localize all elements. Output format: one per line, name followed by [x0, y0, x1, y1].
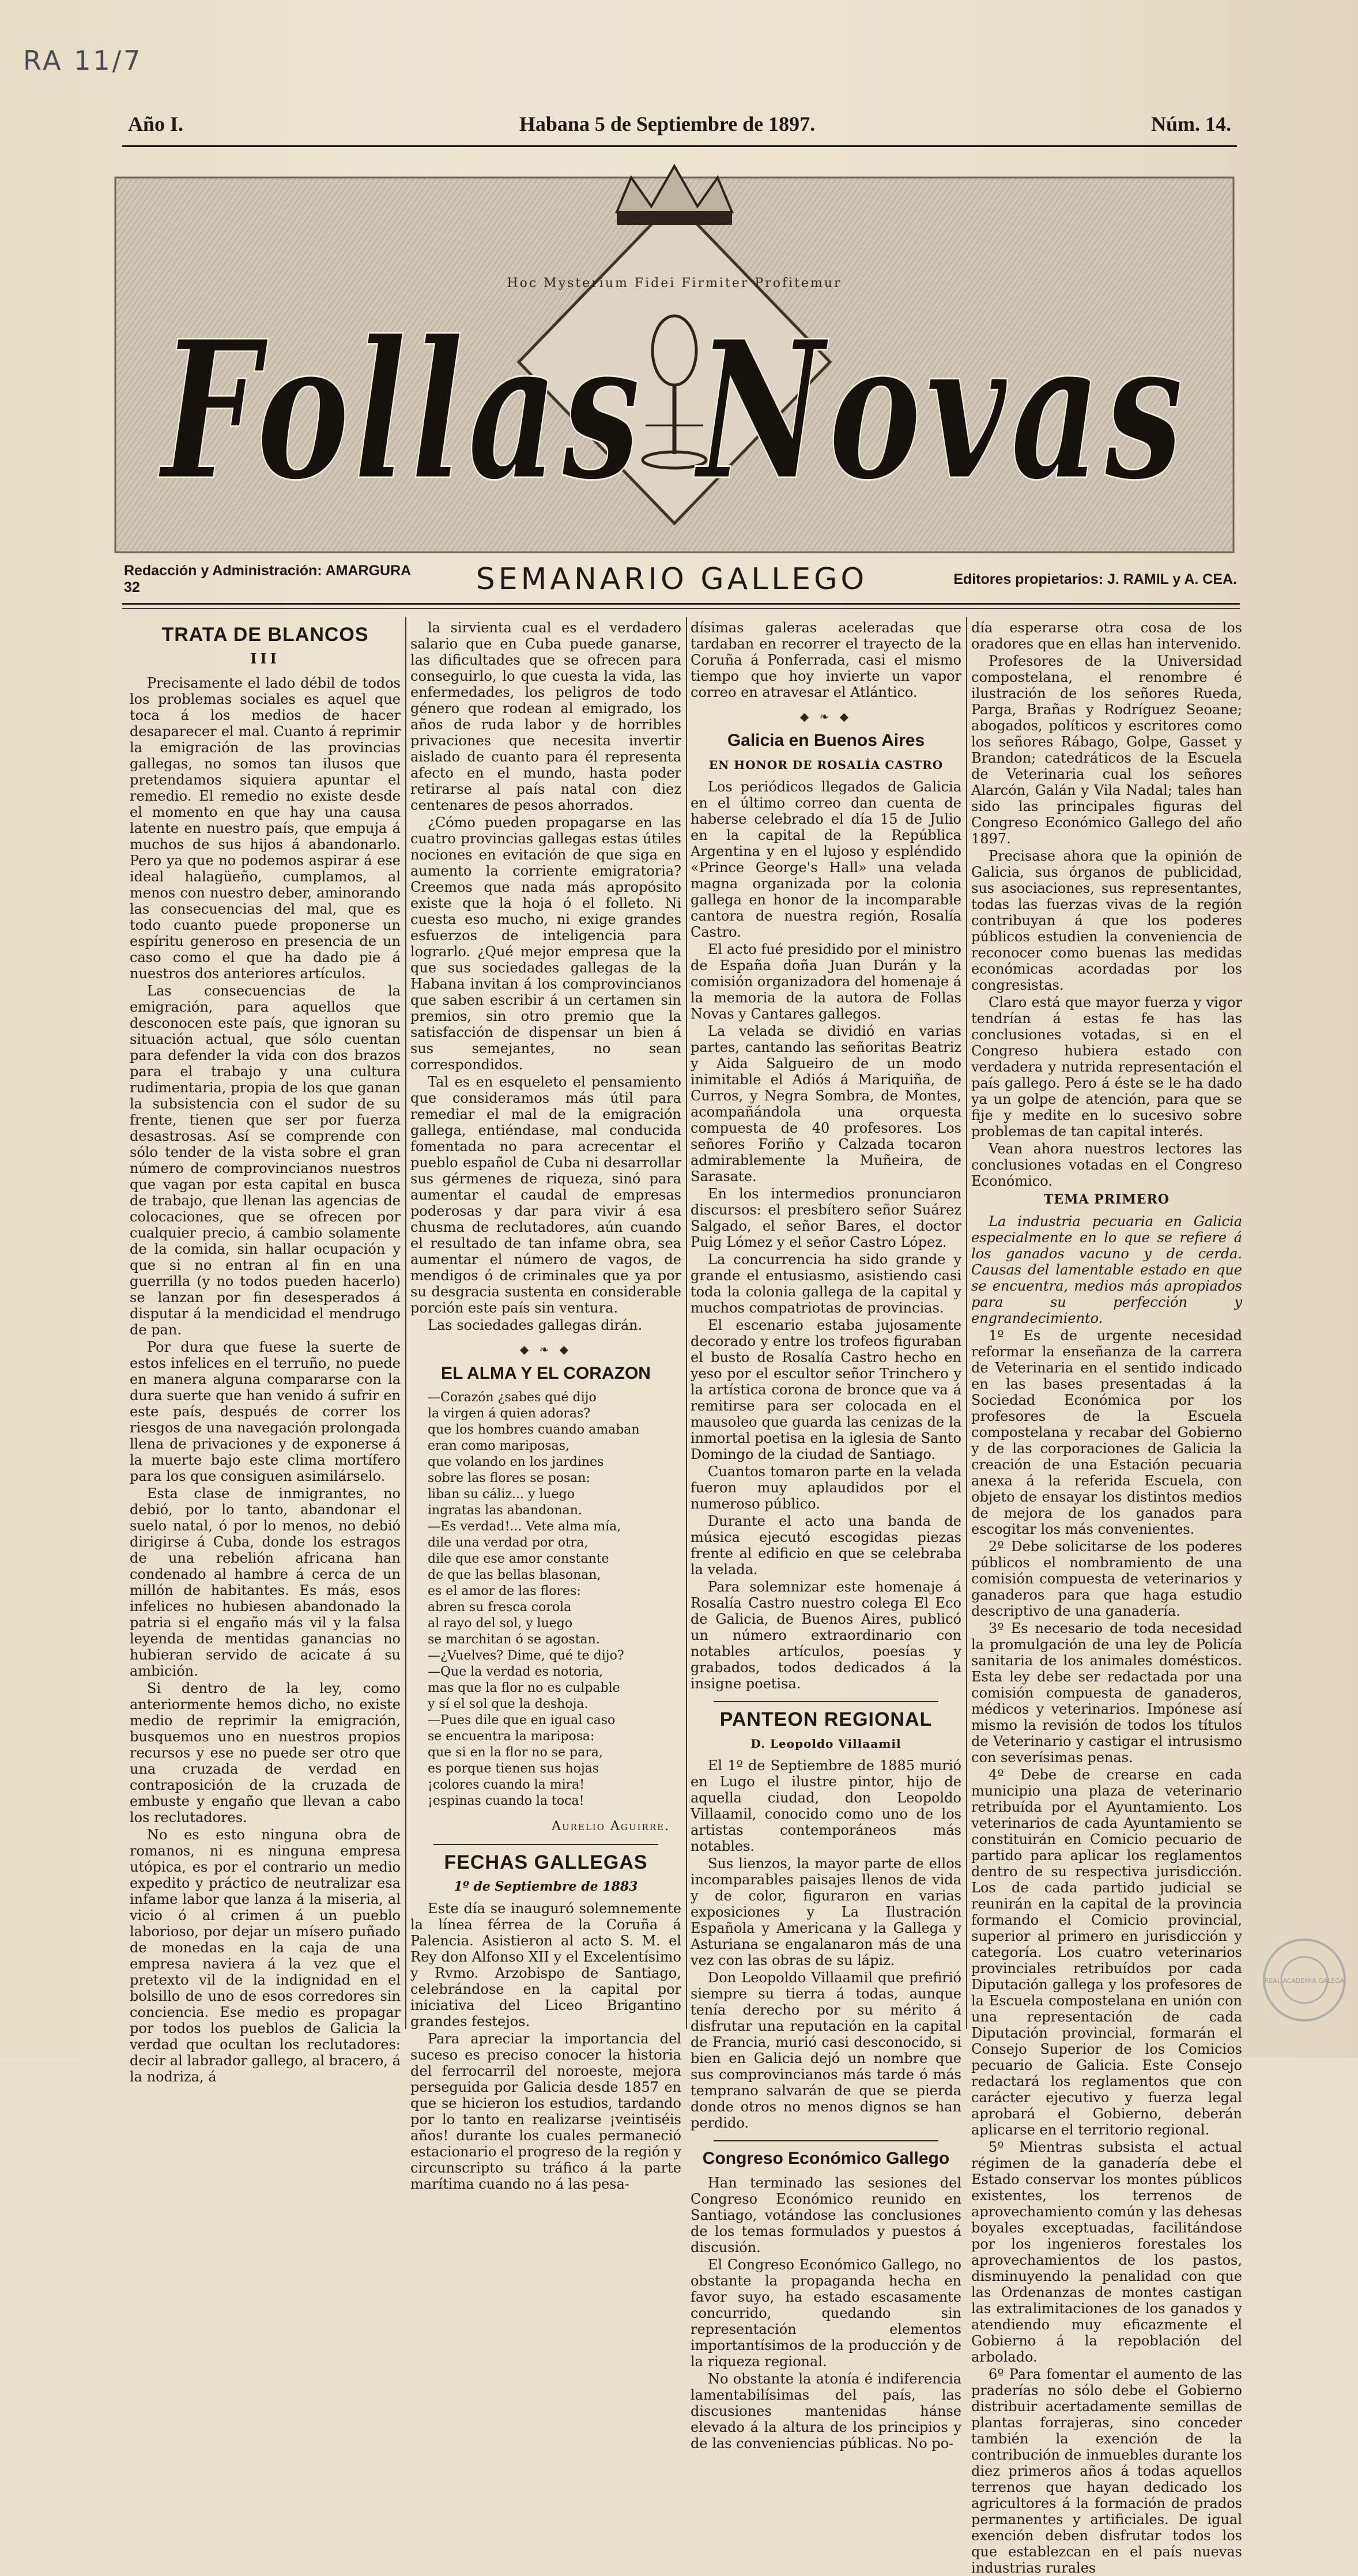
paragraph: No es esto ninguna obra de romanos, ni es ninguna empresa utópica, es por el contrario un medio expedito y práctico de neutralizar esa infame labor que lanza á la miseria, al vicio ó al crimen á un pueblo laborioso, por dejar un mísero puñado de monedas en la caja de una empresa naviera á la vez que el pretexto vil de la indignidad en el bolsillo de uno de esos corredores sin conciencia. Ese medio es propagar por todos los pueblos de Galicia la verdad que ocultan los reclutadores: decir al labrador gallego, al bracero, á la nodriza, á: [130, 1827, 401, 2085]
poem-line: abren su fresca corola: [428, 1600, 572, 1615]
poem-line: eran como mariposas,: [428, 1439, 570, 1453]
paragraph: En los intermedios pronunciaron discursos: el presbítero señor Suárez Salgado, el señor Bares, el doctor Puig Lómez y el señor Castro López.: [691, 1186, 961, 1250]
poem-line: se marchitan ó se agostan.: [428, 1632, 600, 1647]
poem-line: de que las bellas blasonan,: [428, 1568, 601, 1582]
paragraph: No obstante la atonía é indiferencia lamentabilísimas del país, las discusiones mantenidas hánse elevado á la altura de los principios y de las conveniencias públicas. No po-: [691, 2371, 961, 2451]
subheader-rule: [122, 603, 1240, 605]
subtitle: SEMANARIO GALLEGO: [476, 562, 868, 597]
section-rule: [714, 2140, 938, 2141]
paragraph: 4º Debe de crearse en cada municipio una plaza de veterinario retribuída por el Ayuntamiento. Los veterinarios de cada Ayuntamiento se constituirán en Comicio pecuario de partido para aplicar los reglamentos dentro de su respectiva jurisdicción. Los de cada partido judicial se reunirán en la capital de la provincia formando el Comicio provincial, superior al primero en jurisdicción y categoría. Los cuatro veterinarios provinciales retribuídos por cada Diputación gallega y los profesores de la Escuela compostelana en unión con una representación de cada Diputación provincial, formarán el Consejo Superior de los Comicios pecuario de Galicia. Este Consejo redactará los reglamentos que con carácter ejecutivo y fuerza legal aprobará el Gobierno, deberán aplicarse en el territorio regional.: [971, 1767, 1242, 2138]
masthead-title: Follas Novas: [157, 299, 1187, 522]
section-date: 1º de Septiembre de 1883: [454, 1879, 638, 1894]
ornament-divider: ◆ ❧ ◆: [799, 710, 852, 723]
poem-line: la virgen á quien adoras?: [428, 1406, 591, 1421]
paragraph: Las consecuencias de la emigración, para aquellos que desconocen este país, que ignoran su situación actual, que sólo cuentan para defender la vida con dos brazos para el trabajo y una cultura rudimentaria, propia de los que ganan la subsistencia con el sudor de su frente, tienen que ser por fuerza desastrosas. Así se comprende con sólo tender de la vista sobre el gran número de comprovincianos nuestros que vagan por esta capital en busca de trabajo, que llenan las agencias de colocaciones, que se ofrecen por cualquier precio, á cambio solamente de la comida, sin hallar ocupación y que si no entran al fin en una guerrilla (y no todos pueden hacerlo) se lanzan por fin desesperados á disputar á la mendicidad el mendrugo de pan.: [130, 983, 401, 1338]
library-stamp: [1261, 1937, 1348, 2023]
paragraph: Para apreciar la importancia del suceso es preciso conocer la historia del ferrocarril del noroeste, mejora perseguida por Galicia desde 1857 en que se hicieron los estudios, tardando por lo tanto en realizarse ¡veintiséis años! durante los cuales permaneció estacionario el progreso de la región y circunscripto su tráfico á la parte marítima cuando no á las pesa-: [410, 2031, 681, 2192]
column-rule: [405, 617, 406, 2029]
paragraph: Este día se inauguró solemnemente la línea férrea de la Coruña á Palencia. Asistieron al acto S. M. el Rey don Alfonso XII y el Excelentísimo y Rvmo. Arzobispo de Santiago, celebrándose en la capital por iniciativa del Liceo Brigantino grandes festejos.: [410, 1900, 681, 2030]
paragraph: El escenario estaba jujosamente decorado y entre los trofeos figuraban el busto de Rosalía Castro hecho en yeso por el escultor señor Trinchero y la artística corona de bronce que va á remitirse para ser colocada en el mausoleo que guarda las cenizas de la inmortal poetisa en la iglesia de Santo Domingo de la ciudad de Santiago.: [691, 1317, 961, 1462]
poem-line: ingratas las abandonan.: [428, 1503, 582, 1518]
editors: Editores propietarios: J. RAMIL y A. CEA.: [953, 571, 1237, 587]
paragraph: Han terminado las sesiones del Congreso Económico reunido en Santiago, votándose las conclusiones de los temas formulados y puestos á discusión.: [691, 2175, 961, 2256]
paragraph: Precisamente el lado débil de todos los problemas sociales es aquel que toca á los medios de hacer desaparecer el mal. Cuanto á reprimir la emigración de las provincias gallegas, no somos tan ilusos que pretendamos siquiera apuntar el remedio. El remedio no existe desde el momento en que hay una causa latente en nuestro país, que empuja á muchos de sus hijos á abandonarlo. Pero ya que no podemos aspirar á ese ideal halagüeño, cumplamos, al menos con nuestro deber, aminorando las consecuencias del mal, que es todo cuanto puede proponerse un espíritu generoso en presencia de un caso como el que ha dado pie á nuestros dos anteriores artículos.: [130, 675, 401, 982]
column-3: [691, 620, 961, 2451]
column-2: [410, 620, 681, 2192]
poem-line: liban su cáliz... y luego: [428, 1487, 575, 1502]
paragraph: 1º Es de urgente necesidad reformar la enseñanza de la carrera de Veterinaria en el sentido indicado en las bases presentadas á la Sociedad Económica por los profesores de la Escuela compostelana y recabar del Gobierno y de las corporaciones de Galicia la creación de una Estación pecuaria anexa á la referida Escuela, con objeto de ensayar los distintos medios de mejora de los ganados para escogitar los más convenientes.: [971, 1327, 1242, 1537]
subheader: [124, 556, 1237, 602]
poem-author: Aurelio Aguirre.: [552, 1819, 670, 1834]
poem-line: ¡espinas cuando la toca!: [428, 1794, 584, 1808]
poem-line: y sí el sol que la deshoja.: [428, 1697, 589, 1711]
crest-motto: Hoc Mysterium Fidei Firmiter Profitemur: [507, 276, 842, 291]
paragraph: 6º Para fomentar el aumento de las praderías no sólo debe el Gobierno distribuir acertadamente semillas de plantas forrajeras, sino conceder también la exención de la contribución de inmuebles durante los diez primeros años á todas aquellos terrenos que hayan dedicado los agricultores á la formación de prados permanentes y artificiales. De igual exención deben disfrutar todos los que establezcan en el país nuevas industrias rurales: [971, 2366, 1242, 2576]
paragraph: El Congreso Económico Gallego, no obstante la propaganda hecha en favor suyo, ha estado escasamente concurrido, quedando sin representación elementos importantísimos de la producción y de la riqueza regional.: [691, 2257, 961, 2370]
masthead: [104, 154, 1245, 569]
poem-line: —Corazón ¿sabes qué dijo: [428, 1390, 597, 1405]
poem-line: que si en la flor no se para,: [428, 1745, 603, 1760]
paragraph: la sirvienta cual es el verdadero salario que en Cuba puede ganarse, las dificultades que se ofrecen para conseguirlo, lo que cuesta la vida, las enfermedades, los peligros de todo género que rodean al emigrado, los años de ruda labor y de horribles privaciones que necesita invertir aislado de cuanto para él representa afecto en el mundo, hasta poder retirarse al país natal con diez centenares de pesos ahorrados.: [410, 620, 681, 813]
poem-line: —¿Vuelves? Dime, qué te dijo?: [428, 1649, 624, 1663]
paragraph: Tal es en esqueleto el pensamiento que consideramos más útil para remediar el mal de la emigración gallega, entiéndase, mal conducida fomentada no para acrecentar el pueblo español de Cuba ni desarrollar sus gérmenes de riqueza, sinó para aumentar el caudal de empresas poderosas y dar para vivir á esa chusma de reclutadores, aún cuando el resultado de tan infame obra, sea aumentar el número de vagos, de mendigos ó de criminales que ya por su desgracia sustenta en considerable porción este país sin ventura.: [410, 1074, 681, 1316]
paragraph: La industria pecuaria en Galicia especialmente en lo que se refiere á los ganados vacuno y de cerda. Causas del lamentable estado en que se encuentra, medios más apropiados para su perfección y engrandecimiento.: [971, 1213, 1242, 1326]
poem-line: —Que la verdad es notoria,: [428, 1665, 603, 1679]
paragraph: La concurrencia ha sido grande y grande el entusiasmo, asistiendo casi toda la colonia gallega de la capital y muchos compatriotas de provincias.: [691, 1251, 961, 1316]
paragraph: Vean ahora nuestros lectores las conclusiones votadas en el Congreso Económico.: [971, 1141, 1242, 1189]
article-part: III: [250, 650, 280, 667]
poem-line: es porque tienen sus hojas: [428, 1762, 599, 1776]
paragraph: Precisase ahora que la opinión de Galicia, sus órganos de publicidad, sus asociaciones, sus representantes, todas las fuerzas vivas de la región contribuyan á que los poderes públicos estudien la conveniencia de reconocer como buenas las medidas económicas acordadas por los congresistas.: [971, 848, 1242, 993]
paragraph: Los periódicos llegados de Galicia en el último correo dan cuenta de haberse celebrado el día 15 de Julio en la capital de la República Argentina y en el lujoso y espléndido «Prince George's Hall» una velada magna organizada por la colonia gallega en honor de la incomparable cantora de nuestra región, Rosalía Castro.: [691, 779, 961, 940]
paragraph: El acto fué presidido por el ministro de España doña Juan Durán y la comisión organizadora del homenaje á la memoria de la autora de Follas Novas y Cantares gallegos.: [691, 941, 961, 1022]
section-title: TEMA PRIMERO: [1044, 1192, 1170, 1207]
poem-line: mas que la flor no es culpable: [428, 1681, 620, 1695]
column-rule: [686, 617, 687, 2029]
crown-icon: [617, 166, 732, 225]
paragraph: Sus lienzos, la mayor parte de ellos incomparables paisajes llenos de vida y de color, figuraron en varias exposiciones y La Ilustración Española y Americana y la Gallega y Asturiana se engalanaron más de una vez con las obras de su lápiz.: [691, 1855, 961, 1968]
paragraph: Si dentro de la ley, como anteriormente hemos dicho, no existe medio de reprimir la emigración, busquemos uno en nuestros propios recursos y ese no puede ser otro que una cruzada de verdad en contraposición de la cruzada de embuste y engaño que llevan a cabo los reclutadores.: [130, 1680, 401, 1826]
section-title: PANTEON REGIONAL: [719, 1708, 933, 1730]
paragraph: dísimas galeras aceleradas que tardaban en recorrer el trayecto de la Coruña á Ponferrada, casi el mismo tiempo que hoy invierte un vapor correo en atravesar el Atlántico.: [691, 620, 961, 700]
paragraph: Las sociedades gallegas dirán.: [428, 1317, 643, 1333]
poem-line: —Pues dile que en igual caso: [428, 1713, 616, 1728]
header-line: [128, 104, 1231, 144]
column-1: [130, 620, 401, 2085]
section-rule: [433, 1844, 658, 1845]
section-subtitle: EN HONOR DE ROSALÍA CASTRO: [708, 758, 944, 772]
dateline: Habana 5 de Septiembre de 1897.: [519, 112, 816, 135]
poem-line: que volando en los jardines: [428, 1455, 604, 1469]
subheader-rule-thin: [122, 608, 1240, 609]
section-title: Congreso Económico Gallego: [702, 2149, 950, 2168]
paragraph: Cuantos tomaron parte en la velada fueron muy aplaudidos por el numeroso público.: [691, 1464, 961, 1512]
poem-line: ¡colores cuando la mira!: [428, 1778, 585, 1792]
paragraph: Por dura que fuese la suerte de estos infelices en el terruño, no puede en manera alguna compararse con la dura suerte que han venido á sufrir en este país, después de correr los riesgos de una navegación prolongada llena de privaciones y de exponerse á la muerte bajo este clima mortífero para los que consiguen asimilárselo.: [130, 1339, 401, 1484]
paragraph: Durante el acto una banda de música ejecutó escogidas piezas frente al edificio en que se celebraba la velada.: [691, 1513, 961, 1578]
poem-line: al rayo del sol, y luego: [428, 1616, 573, 1631]
column-4: [971, 620, 1242, 2576]
article-title: TRATA DE BLANCOS: [161, 624, 369, 646]
paragraph: ¿Cómo pueden propagarse en las cuatro provincias gallegas estas útiles nociones en evitación de que siga en aumento la corriente emigratoria? Creemos que nada más apropósito existe que la hoja ó el folleto. Ni cuesta eso mucho, ni exige grandes esfuerzos de inteligencia para lograrlo. ¿Qué mejor empresa que la que sus sociedades gallegas de la Habana invitan á los comprovincianos que saben escribir á un certamen sin premios, sin otro premio que la satisfacción de dispensar un bien á sus semejantes, no sean correspondidos.: [410, 814, 681, 1073]
masthead-illustration: [104, 154, 1245, 569]
poem-line: es el amor de las flores:: [428, 1584, 581, 1598]
section-title: Galicia en Buenos Aires: [727, 731, 925, 750]
poem-line: —Es verdad!... Vete alma mía,: [428, 1519, 621, 1534]
poem-line: se encuentra la mariposa:: [428, 1729, 595, 1744]
poem-line: sobre las flores se posan:: [428, 1471, 590, 1485]
paragraph: 2º Debe solicitarse de los poderes públicos el nombramiento de una comisión compuesta de veterinarios y ganaderos para que haga estudio descriptivo de una ganadería.: [971, 1538, 1242, 1619]
paragraph: 5º Mientras subsista el actual régimen de la ganadería debe el Estado conservar los montes públicos existentes, los terrenos de aprovechamiento común y las dehesas boyales exceptuadas, facilitándose por los ingenieros forestales los aprovechamientos de los pastos, disminuyendo la penalidad con que las Ordenanzas de montes castigan las extralimitaciones de los ganados y atendiendo muy eficazmente el Gobierno á la repoblación del arbolado.: [971, 2139, 1242, 2365]
year-label: Año I.: [128, 112, 184, 135]
admin-address: Redacción y Administración: AMARGURA 32: [124, 563, 411, 595]
section-title: FECHAS GALLEGAS: [444, 1851, 648, 1873]
poem-line: dile que ese amor constante: [428, 1552, 609, 1566]
issue-number: Núm. 14.: [1150, 112, 1231, 135]
section-rule: [714, 1701, 938, 1702]
archive-mark: RA 11/7: [23, 45, 143, 76]
paragraph: día esperarse otra cosa de los oradores que en ellas han intervenido.: [971, 620, 1242, 652]
paragraph: Esta clase de inmigrantes, no debió, por lo tanto, abandonar el suelo natal, ó por lo menos, no debió dirigirse á Cuba, donde los estragos de una rebelión africana han condenado al hambre á cerca de un millón de habitantes. Es más, esos infelices no hubiesen abandonado la patria si el engaño más vil y la falsa leyenda de mentidas ganancias no hubieran servido de acicate á su ambición.: [130, 1485, 401, 1679]
poem-line: que los hombres cuando amaban: [428, 1423, 640, 1437]
paragraph: Profesores de la Universidad compostelana, el renombre é ilustración de los señores Rueda, Parga, Brañas y Rodríguez Seoane; abogados, políticos y escritores como los señores Rábago, Golpe, Gasset y Brandon; catedráticos de la Escuela de Veterinaria cual los señores Alarcón, Galán y Vila Nadal; tales han sido las principales figuras del Congreso Económico Gallego del año 1897.: [971, 653, 1242, 847]
poem: [410, 1390, 681, 1809]
poem-title: EL ALMA Y EL CORAZON: [441, 1364, 651, 1383]
paragraph: 3º Es necesario de toda necesidad la promulgación de una ley de Policía sanitaria de los animales domésticos. Esta ley debe ser redactada por una comisión compuesta de ganaderos, médicos y veterinarios. Impónese así mismo la revisión de todos los títulos de Veterinario y castigar el intrusismo con severísimas penas.: [971, 1620, 1242, 1766]
paragraph: Claro está que mayor fuerza y vigor tendrían á estas fe has las conclusiones votadas, si en el Congreso hubiera estado con verdadera y nutrida representación el país gallego. Pero á éste se le ha dado ya un golpe de atención, para que se fije y medite en lo sucesivo sobre problemas de tan capital interés.: [971, 994, 1242, 1140]
header-rule: [122, 145, 1237, 147]
poem-line: dile una verdad por otra,: [428, 1536, 589, 1550]
column-rule: [966, 617, 967, 2029]
paragraph: La velada se dividió en varias partes, cantando las señoritas Beatriz y Aida Salgueiro de un modo inimitable el Adiós á Mariquiña, de Curros, y Negra Sombra, de Montes, acompañándola una orquesta compuesta de 40 profesores. Los señores Foriño y Calzada tocaron admirablemente la Muñeira, de Sarasate.: [691, 1023, 961, 1185]
svg-text:REAL ACADEMIA GALEGA: REAL ACADEMIA GALEGA: [1264, 1977, 1345, 1985]
paragraph: Para solemnizar este homenaje á Rosalía Castro nuestro colega El Eco de Galicia, de Buenos Aires, publicó un número extraordinario con notables artículos, poesías y grabados, todos dedicados á la insigne poetisa.: [691, 1579, 961, 1692]
ornament-divider: ◆ ❧ ◆: [519, 1342, 572, 1356]
section-subtitle: D. Leopoldo Villaamil: [750, 1737, 901, 1751]
paragraph: El 1º de Septiembre de 1885 murió en Lugo el ilustre pintor, hijo de aquella ciudad, don Leopoldo Villaamil, conocido como uno de los artistas contemporáneos más notables.: [691, 1757, 961, 1854]
paragraph: Don Leopoldo Villaamil que prefirió siempre su tierra á todas, aunque tenía derecho por su mérito á disfrutar una reputación en la capital de Francia, murió casi desconocido, si bien en Galicia dejó un nombre que sus comprovincianos más tarde ó más temprano salvarán de que se pierda donde otros no menos dignos se han perdido.: [691, 1970, 961, 2131]
